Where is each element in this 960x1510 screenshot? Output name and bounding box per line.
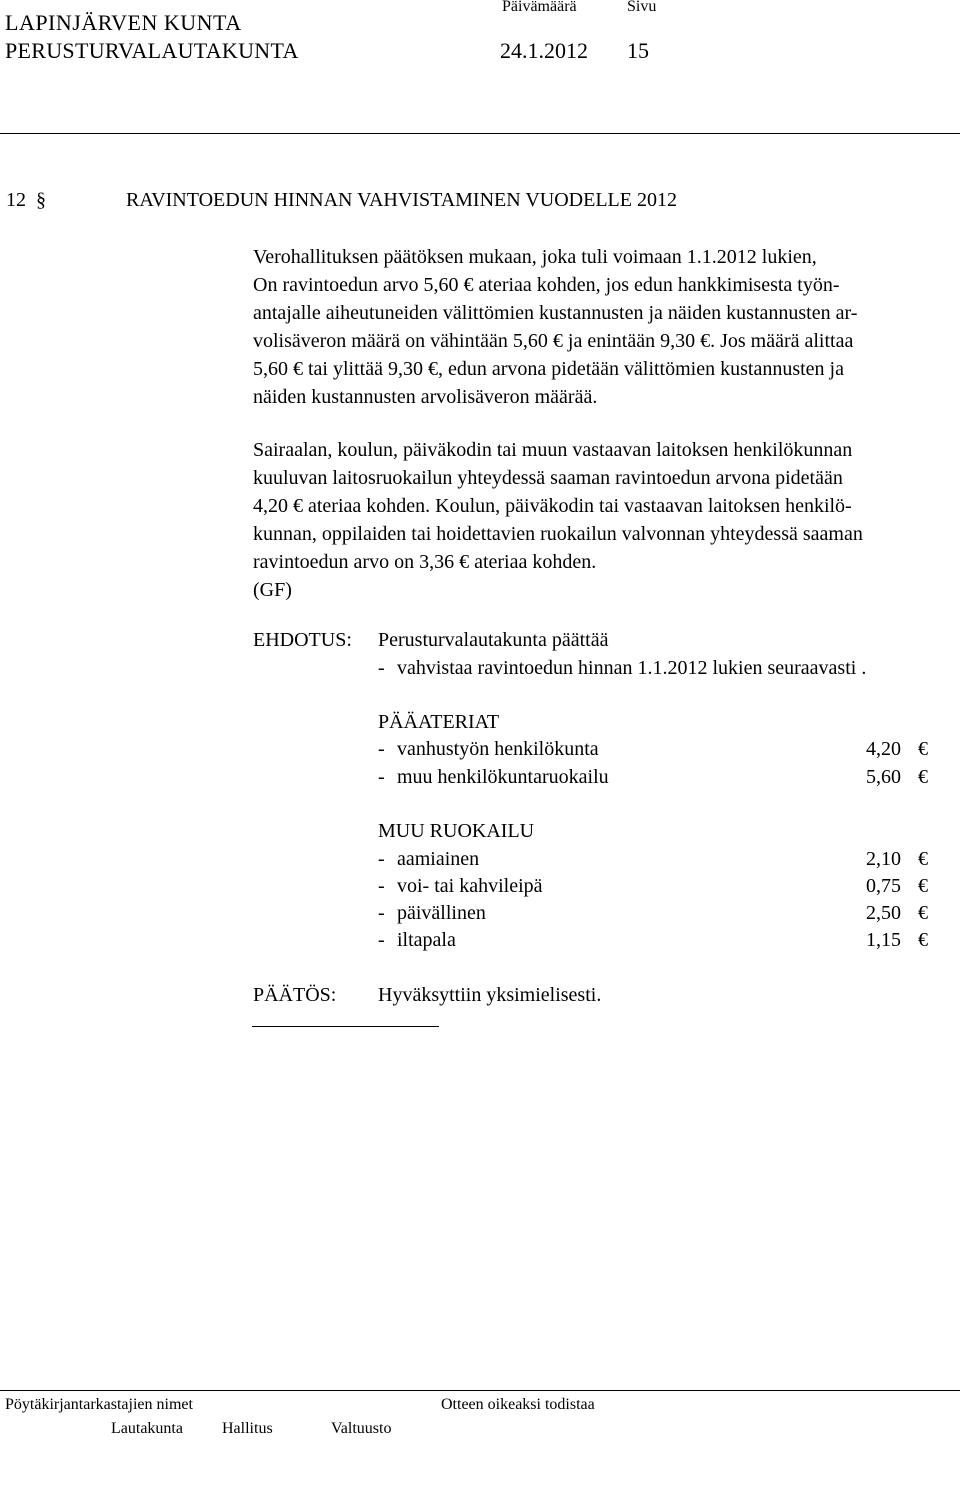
section-number: 12 (6, 189, 26, 211)
paragraph-2-line: 4,20 € ateriaa kohden. Koulun, päiväkodin tai vastaavan laitoksen henkilö- (253, 495, 852, 517)
page-number: 15 (627, 38, 649, 63)
price-value: 0,75 (866, 875, 901, 897)
date-label: Päivämäärä (502, 0, 577, 15)
proposal-item-dash: - (378, 657, 385, 679)
footer-divider (0, 1390, 960, 1391)
paragraph-1-line: antajalle aiheutuneiden välittömien kustannusten ja näiden kustannusten ar- (253, 302, 858, 324)
price-dash: - (378, 875, 385, 897)
footer-checkers-label: Pöytäkirjantarkastajien nimet (5, 1396, 193, 1413)
price-value: 5,60 (866, 766, 901, 788)
euro-symbol: € (918, 848, 928, 870)
euro-symbol: € (918, 766, 928, 788)
paragraph-1-line: volisäveron määrä on vähintään 5,60 € ja enintään 9,30 €. Jos määrä alittaa (253, 330, 854, 352)
price-label: iltapala (397, 929, 456, 951)
price-value: 4,20 (866, 738, 901, 760)
section-title: RAVINTOEDUN HINNAN VAHVISTAMINEN VUODELLE 2012 (126, 189, 677, 211)
section-mark: § (36, 189, 46, 211)
gf-note: (GF) (253, 579, 292, 601)
header-divider (0, 133, 960, 134)
footer-col-government: Hallitus (222, 1420, 273, 1437)
price-dash: - (378, 929, 385, 951)
price-value: 2,10 (866, 848, 901, 870)
organization-name: LAPINJÄRVEN KUNTA (5, 10, 242, 35)
paragraph-2-line: Sairaalan, koulun, päiväkodin tai muun vastaavan laitoksen henkilökunnan (253, 439, 853, 461)
price-dash: - (378, 848, 385, 870)
euro-symbol: € (918, 902, 928, 924)
price-label: voi- tai kahvileipä (397, 875, 543, 897)
paragraph-1-line: 5,60 € tai ylittää 9,30 €, edun arvona pidetään välittömien kustannusten ja (253, 358, 844, 380)
paragraph-1-line: On ravintoedun arvo 5,60 € ateriaa kohden, jos edun hankkimisesta työn- (253, 274, 840, 296)
board-name: PERUSTURVALAUTAKUNTA (5, 38, 299, 63)
footer-certified-label: Otteen oikeaksi todistaa (441, 1396, 595, 1413)
paragraph-1-line: Verohallituksen päätöksen mukaan, joka tuli voimaan 1.1.2012 lukien, (253, 246, 817, 268)
footer-col-board: Lautakunta (111, 1420, 183, 1437)
paragraph-2-line: kunnan, oppilaiden tai hoidettavien ruokailun valvonnan yhteydessä saaman (253, 523, 863, 545)
decision-underline (252, 1026, 439, 1027)
decision-text: Hyväksyttiin yksimielisesti. (378, 984, 602, 1006)
paragraph-1-line: näiden kustannusten arvolisäveron määrää. (253, 386, 598, 408)
euro-symbol: € (918, 738, 928, 760)
proposal-item: vahvistaa ravintoedun hinnan 1.1.2012 lukien seuraavasti . (397, 657, 867, 679)
paragraph-2-line: ravintoedun arvo on 3,36 € ateriaa kohden. (253, 551, 597, 573)
other-meals-title: MUU RUOKAILU (378, 820, 535, 842)
price-value: 1,15 (866, 929, 901, 951)
decision-label: PÄÄTÖS: (253, 984, 337, 1006)
euro-symbol: € (918, 875, 928, 897)
proposal-label: EHDOTUS: (253, 629, 352, 651)
price-label: muu henkilökuntaruokailu (397, 766, 609, 788)
price-label: vanhustyön henkilökunta (397, 738, 599, 760)
footer-col-council: Valtuusto (331, 1420, 392, 1437)
price-value: 2,50 (866, 902, 901, 924)
document-date: 24.1.2012 (500, 38, 588, 63)
price-label: aamiainen (397, 848, 480, 870)
proposal-text: Perusturvalautakunta päättää (378, 629, 609, 651)
page-label: Sivu (627, 0, 657, 15)
price-dash: - (378, 766, 385, 788)
paragraph-2-line: kuuluvan laitosruokailun yhteydessä saaman ravintoedun arvona pidetään (253, 467, 843, 489)
price-label: päivällinen (397, 902, 486, 924)
euro-symbol: € (918, 929, 928, 951)
price-dash: - (378, 738, 385, 760)
price-dash: - (378, 902, 385, 924)
main-meals-title: PÄÄATERIAT (378, 711, 500, 733)
